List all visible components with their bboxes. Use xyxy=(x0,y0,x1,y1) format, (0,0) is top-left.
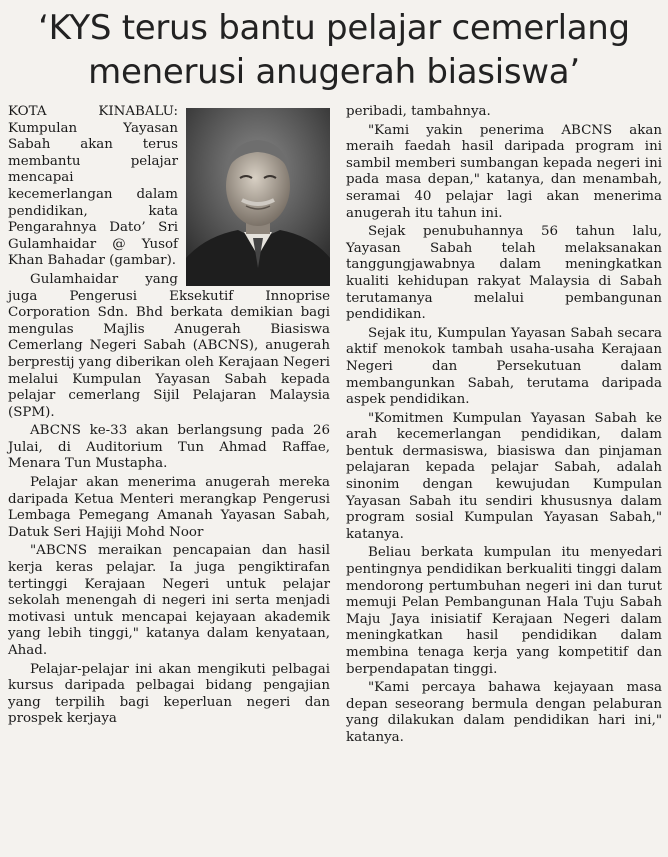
dateline: KOTA KINABALU: xyxy=(8,104,178,119)
article-column-right xyxy=(346,104,662,747)
paragraph-10: Sejak itu, Kumpulan Yayasan Sabah secara aktif menokok tambah usaha-usaha Kerajaan Negeri dan Persekutuan dalam membangunkan Sabah, terutama daripada aspek pendidikan. xyxy=(346,325,662,408)
paragraph-9: Sejak penubuhannya 56 tahun lalu, Yayasan Sabah telah melaksanakan tanggungjawabnya dalam meningkatkan kualiti kehidupan rakyat Malaysia di Sabah terutamanya melalui pembangunan pendidikan. xyxy=(346,224,662,323)
paragraph-1-text: Kumpulan Yayasan Sabah akan terus membantu pelajar mencapai kecemerlangan dalam pendidikan, kata Pengarahnya Dato’ Sri Gulamhaidar @ Yusof Khan Bahadar (gambar). xyxy=(8,120,178,269)
paragraph-2: Gulamhaidar yang juga Pengerusi Eksekutif Innoprise Corporation Sdn. Bhd berkata demikian bagi mengulas Majlis Anugerah Biasiswa Cemerlang Negeri Sabah (ABCNS), anugerah berprestij yang diberikan oleh Kerajaan Negeri melalui Kumpulan Yayasan Sabah kepada pelajar cemerlang Sijil Pelajaran Malaysia (SPM). xyxy=(8,271,330,420)
paragraph-12: Beliau berkata kumpulan itu menyedari pentingnya pendidikan berkualiti tinggi dalam mendorong pertumbuhan negeri ini dan turut memuji Pelan Pembangunan Hala Tuju Sabah Maju Jaya inisiatif Kerajaan Negeri dalam meningkatkan hasil pendidikan dalam membina tenaga kerja yang kompetitif dan berpendapatan tinggi. xyxy=(346,545,662,677)
paragraph-3: ABCNS ke-33 akan berlangsung pada 26 Julai, di Auditorium Tun Ahmad Raffae, Menara Tun Mustapha. xyxy=(8,423,330,472)
paragraph-7: peribadi, tambahnya. xyxy=(346,104,491,119)
paragraph-13: "Kami percaya bahawa kejayaan masa depan seseorang bermula dengan pelaburan yang dilakukan dalam pendidikan hari ini," katanya. xyxy=(346,680,662,745)
paragraph-11: "Komitmen Kumpulan Yayasan Sabah ke arah kecemerlangan pendidikan, dalam bentuk dermasiswa, biasiswa dan pinjaman pelajaran kepada pelajar Sabah, adalah sinonim dengan kewujudan Kumpulan Yayasan Sabah itu sendiri khususnya dalam program sosial Kumpulan Yayasan Sabah," katanya. xyxy=(346,410,662,542)
headline-line-1: ‘KYS terus bantu pelajar cemerlang xyxy=(38,8,630,48)
portrait-photo xyxy=(186,108,330,286)
paragraph-8: "Kami yakin penerima ABCNS akan meraih faedah hasil daripada program ini sambil memberi sumbangan kepada negeri ini pada masa depan," katanya, dan menambah, seramai 40 pelajar lagi akan menerima anugerah itu tahun ini. xyxy=(346,122,662,221)
headline xyxy=(0,0,668,94)
headline-line-2: menerusi anugerah biasiswa’ xyxy=(88,52,580,92)
portrait-image xyxy=(186,108,330,286)
paragraph-6: Pelajar-pelajar ini akan mengikuti pelbagai kursus daripada pelbagai bidang pengajian yang terpilih bagi keperluan negeri dan prospek kerjaya xyxy=(8,661,330,727)
paragraph-5: "ABCNS meraikan pencapaian dan hasil kerja keras pelajar. Ia juga pengiktirafan tertinggi Kerajaan Negeri untuk pelajar sekolah menengah di negeri ini serta menjadi motivasi untuk mencapai kejayaan akademik yang lebih tinggi," katanya dalam kenyataan, Ahad. xyxy=(8,543,330,658)
article-column-left xyxy=(8,104,330,728)
paragraph-4: Pelajar akan menerima anugerah mereka daripada Ketua Menteri merangkap Pengerusi Lembaga Pemegang Amanah Yayasan Sabah, Datuk Seri Hajiji Mohd Noor xyxy=(8,475,330,540)
